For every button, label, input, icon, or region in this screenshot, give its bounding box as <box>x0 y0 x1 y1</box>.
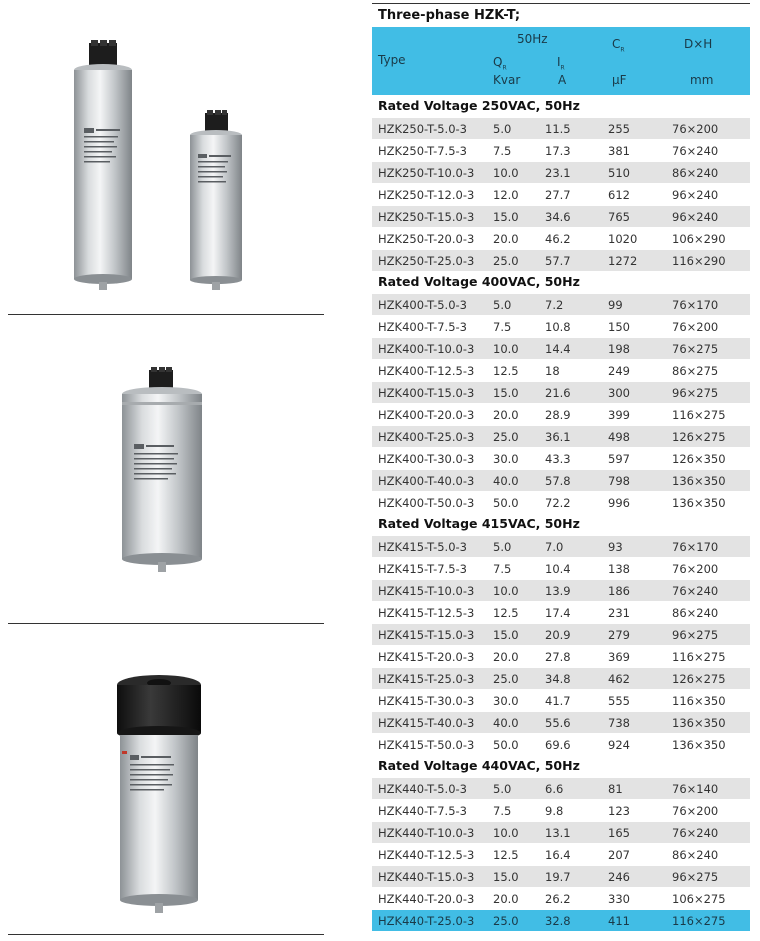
cell-rated-current: 27.8 <box>545 650 571 664</box>
cell-rated-current: 16.4 <box>545 848 571 862</box>
cell-rated-current: 28.9 <box>545 408 571 422</box>
cell-dimensions: 96×275 <box>672 870 719 884</box>
cell-rated-current: 27.7 <box>545 188 571 202</box>
table-header <box>372 27 750 95</box>
cell-capacitance: 231 <box>608 606 630 620</box>
cell-dimensions: 96×275 <box>672 628 719 642</box>
table-row <box>372 381 750 403</box>
cell-capacitance: 279 <box>608 628 630 642</box>
cell-rated-power: 15.0 <box>493 870 519 884</box>
voltage-group-label: Rated Voltage 400VAC, 50Hz <box>378 274 580 289</box>
cell-capacitance: 462 <box>608 672 630 686</box>
cell-type: HZK400-T-25.0-3 <box>378 430 475 444</box>
cell-rated-current: 34.8 <box>545 672 571 686</box>
capacitor-photo-medium <box>8 360 324 580</box>
left-divider <box>8 623 324 624</box>
cell-rated-power: 12.5 <box>493 364 519 378</box>
cell-capacitance: 510 <box>608 166 630 180</box>
cell-capacitance: 165 <box>608 826 630 840</box>
cell-rated-current: 19.7 <box>545 870 571 884</box>
cell-rated-current: 26.2 <box>545 892 571 906</box>
cell-rated-power: 20.0 <box>493 650 519 664</box>
table-row <box>372 799 750 821</box>
cell-dimensions: 116×275 <box>672 650 726 664</box>
cell-rated-current: 10.8 <box>545 320 571 334</box>
cell-rated-current: 21.6 <box>545 386 571 400</box>
cell-dimensions: 116×275 <box>672 408 726 422</box>
table-row <box>372 205 750 227</box>
left-divider <box>8 934 324 935</box>
table-row <box>372 821 750 843</box>
cell-rated-current: 13.1 <box>545 826 571 840</box>
cell-type: HZK400-T-7.5-3 <box>378 320 467 334</box>
left-divider <box>8 314 324 315</box>
cell-capacitance: 138 <box>608 562 630 576</box>
cell-capacitance: 93 <box>608 540 623 554</box>
capacitor-photo-capped <box>8 645 324 925</box>
cell-rated-power: 50.0 <box>493 738 519 752</box>
cell-capacitance: 996 <box>608 496 630 510</box>
cell-rated-current: 18 <box>545 364 560 378</box>
cell-type: HZK440-T-5.0-3 <box>378 782 467 796</box>
table-row <box>372 909 750 931</box>
cell-rated-power: 5.0 <box>493 782 512 796</box>
cell-rated-power: 10.0 <box>493 342 519 356</box>
cell-rated-current: 46.2 <box>545 232 571 246</box>
cell-rated-power: 25.0 <box>493 672 519 686</box>
cell-rated-current: 10.4 <box>545 562 571 576</box>
cell-type: HZK415-T-25.0-3 <box>378 672 475 686</box>
cell-capacitance: 555 <box>608 694 630 708</box>
cell-capacitance: 300 <box>608 386 630 400</box>
table-row <box>372 689 750 711</box>
table-row <box>372 667 750 689</box>
cell-rated-current: 34.6 <box>545 210 571 224</box>
cell-dimensions: 116×275 <box>672 914 726 928</box>
cell-capacitance: 498 <box>608 430 630 444</box>
table-row <box>372 469 750 491</box>
cell-dimensions: 86×240 <box>672 166 719 180</box>
cell-rated-power: 7.5 <box>493 144 512 158</box>
table-body <box>372 95 750 931</box>
cell-rated-power: 7.5 <box>493 320 512 334</box>
table-row <box>372 403 750 425</box>
table-row <box>372 887 750 909</box>
cell-dimensions: 96×275 <box>672 386 719 400</box>
table-row <box>372 711 750 733</box>
cell-type: HZK440-T-7.5-3 <box>378 804 467 818</box>
cell-dimensions: 96×240 <box>672 210 719 224</box>
cell-rated-current: 7.0 <box>545 540 564 554</box>
cell-capacitance: 198 <box>608 342 630 356</box>
cell-rated-power: 15.0 <box>493 210 519 224</box>
cell-dimensions: 136×350 <box>672 738 726 752</box>
cell-dimensions: 106×290 <box>672 232 726 246</box>
table-row <box>372 733 750 755</box>
cell-dimensions: 136×350 <box>672 474 726 488</box>
cell-rated-power: 15.0 <box>493 628 519 642</box>
cell-rated-power: 25.0 <box>493 914 519 928</box>
table-row <box>372 293 750 315</box>
cell-dimensions: 76×240 <box>672 144 719 158</box>
cell-dimensions: 116×350 <box>672 694 726 708</box>
cell-type: HZK400-T-40.0-3 <box>378 474 475 488</box>
header-cr-subscript: R <box>620 46 625 54</box>
cell-capacitance: 249 <box>608 364 630 378</box>
cell-rated-current: 14.4 <box>545 342 571 356</box>
cell-rated-power: 15.0 <box>493 386 519 400</box>
cell-rated-current: 6.6 <box>545 782 564 796</box>
cell-capacitance: 798 <box>608 474 630 488</box>
cell-type: HZK250-T-7.5-3 <box>378 144 467 158</box>
cell-rated-power: 30.0 <box>493 694 519 708</box>
cell-capacitance: 924 <box>608 738 630 752</box>
cell-dimensions: 76×200 <box>672 320 719 334</box>
cell-rated-current: 13.9 <box>545 584 571 598</box>
cell-capacitance: 765 <box>608 210 630 224</box>
cell-capacitance: 1272 <box>608 254 638 268</box>
cell-dimensions: 126×275 <box>672 430 726 444</box>
header-dimensions-unit: mm <box>690 73 714 87</box>
cell-type: HZK415-T-12.5-3 <box>378 606 475 620</box>
cell-type: HZK440-T-15.0-3 <box>378 870 475 884</box>
cell-rated-power: 25.0 <box>493 254 519 268</box>
cell-rated-power: 7.5 <box>493 562 512 576</box>
cell-dimensions: 126×350 <box>672 452 726 466</box>
voltage-group-label: Rated Voltage 440VAC, 50Hz <box>378 758 580 773</box>
cell-dimensions: 76×240 <box>672 826 719 840</box>
cell-capacitance: 381 <box>608 144 630 158</box>
cell-rated-current: 36.1 <box>545 430 571 444</box>
cell-rated-power: 12.5 <box>493 606 519 620</box>
table-row <box>372 161 750 183</box>
table-row <box>372 865 750 887</box>
header-dimensions: D×H <box>684 37 713 51</box>
cell-capacitance: 255 <box>608 122 630 136</box>
cell-rated-current: 23.1 <box>545 166 571 180</box>
cell-dimensions: 76×275 <box>672 342 719 356</box>
header-ir-symbol: I <box>557 55 561 69</box>
cell-type: HZK250-T-20.0-3 <box>378 232 475 246</box>
cell-rated-current: 20.9 <box>545 628 571 642</box>
table-row <box>372 645 750 667</box>
cell-capacitance: 330 <box>608 892 630 906</box>
cell-type: HZK250-T-25.0-3 <box>378 254 475 268</box>
table-row <box>372 447 750 469</box>
header-ir-unit: A <box>558 73 567 87</box>
table-title: Three-phase HZK-T; <box>378 8 521 23</box>
cell-capacitance: 150 <box>608 320 630 334</box>
cell-rated-power: 30.0 <box>493 452 519 466</box>
cell-rated-current: 69.6 <box>545 738 571 752</box>
cell-rated-power: 20.0 <box>493 232 519 246</box>
spec-table <box>372 3 750 931</box>
cell-rated-power: 12.0 <box>493 188 519 202</box>
cell-rated-current: 32.8 <box>545 914 571 928</box>
cell-rated-current: 72.2 <box>545 496 571 510</box>
cell-rated-power: 5.0 <box>493 540 512 554</box>
table-row <box>372 843 750 865</box>
cell-capacitance: 738 <box>608 716 630 730</box>
table-row <box>372 557 750 579</box>
header-cr-unit: μF <box>612 73 627 87</box>
table-row <box>372 359 750 381</box>
cell-rated-current: 41.7 <box>545 694 571 708</box>
cell-rated-current: 55.6 <box>545 716 571 730</box>
cell-rated-power: 40.0 <box>493 716 519 730</box>
header-qr-unit: Kvar <box>493 73 521 87</box>
table-row <box>372 777 750 799</box>
cell-capacitance: 207 <box>608 848 630 862</box>
table-row <box>372 183 750 205</box>
cell-dimensions: 76×240 <box>672 584 719 598</box>
cell-capacitance: 186 <box>608 584 630 598</box>
cell-type: HZK415-T-20.0-3 <box>378 650 475 664</box>
cell-dimensions: 76×200 <box>672 562 719 576</box>
header-ir <box>557 55 565 71</box>
cell-dimensions: 76×200 <box>672 804 719 818</box>
cell-type: HZK440-T-20.0-3 <box>378 892 475 906</box>
cell-type: HZK415-T-30.0-3 <box>378 694 475 708</box>
cell-rated-power: 50.0 <box>493 496 519 510</box>
table-row <box>372 139 750 161</box>
cell-rated-power: 20.0 <box>493 892 519 906</box>
cell-type: HZK400-T-10.0-3 <box>378 342 475 356</box>
table-row <box>372 315 750 337</box>
cell-rated-power: 20.0 <box>493 408 519 422</box>
table-row <box>372 227 750 249</box>
cell-type: HZK415-T-5.0-3 <box>378 540 467 554</box>
cell-rated-current: 17.3 <box>545 144 571 158</box>
table-row <box>372 337 750 359</box>
cell-rated-current: 43.3 <box>545 452 571 466</box>
table-row <box>372 425 750 447</box>
cell-dimensions: 76×200 <box>672 122 719 136</box>
cell-rated-power: 10.0 <box>493 826 519 840</box>
cell-rated-power: 5.0 <box>493 122 512 136</box>
cell-type: HZK250-T-15.0-3 <box>378 210 475 224</box>
cell-rated-power: 12.5 <box>493 848 519 862</box>
table-row <box>372 579 750 601</box>
cell-capacitance: 612 <box>608 188 630 202</box>
cell-dimensions: 106×275 <box>672 892 726 906</box>
cell-rated-current: 57.7 <box>545 254 571 268</box>
header-frequency: 50Hz <box>517 32 548 46</box>
table-row <box>372 535 750 557</box>
header-type: Type <box>378 53 406 67</box>
cell-type: HZK415-T-7.5-3 <box>378 562 467 576</box>
voltage-group-label: Rated Voltage 415VAC, 50Hz <box>378 516 580 531</box>
cell-type: HZK400-T-20.0-3 <box>378 408 475 422</box>
cell-type: HZK440-T-10.0-3 <box>378 826 475 840</box>
cell-type: HZK440-T-25.0-3 <box>378 914 475 928</box>
cell-dimensions: 96×240 <box>672 188 719 202</box>
table-row <box>372 249 750 271</box>
header-ir-subscript: R <box>560 64 565 72</box>
cell-dimensions: 86×240 <box>672 848 719 862</box>
cell-dimensions: 136×350 <box>672 716 726 730</box>
cell-capacitance: 81 <box>608 782 623 796</box>
cell-type: HZK440-T-12.5-3 <box>378 848 475 862</box>
capacitor-photo-pair <box>8 30 324 300</box>
cell-rated-power: 10.0 <box>493 584 519 598</box>
cell-type: HZK250-T-12.0-3 <box>378 188 475 202</box>
table-row <box>372 601 750 623</box>
cell-type: HZK250-T-10.0-3 <box>378 166 475 180</box>
cell-capacitance: 246 <box>608 870 630 884</box>
voltage-group-label: Rated Voltage 250VAC, 50Hz <box>378 98 580 113</box>
cell-dimensions: 86×240 <box>672 606 719 620</box>
cell-rated-power: 10.0 <box>493 166 519 180</box>
cell-capacitance: 1020 <box>608 232 638 246</box>
cell-rated-current: 9.8 <box>545 804 564 818</box>
cell-type: HZK415-T-50.0-3 <box>378 738 475 752</box>
cell-capacitance: 99 <box>608 298 623 312</box>
cell-type: HZK400-T-50.0-3 <box>378 496 475 510</box>
cell-rated-power: 25.0 <box>493 430 519 444</box>
header-qr-symbol: Q <box>493 55 503 69</box>
cell-capacitance: 123 <box>608 804 630 818</box>
cell-dimensions: 76×170 <box>672 298 719 312</box>
cell-type: HZK415-T-15.0-3 <box>378 628 475 642</box>
table-row <box>372 623 750 645</box>
cell-rated-power: 7.5 <box>493 804 512 818</box>
cell-rated-power: 5.0 <box>493 298 512 312</box>
cell-type: HZK400-T-30.0-3 <box>378 452 475 466</box>
cell-type: HZK415-T-40.0-3 <box>378 716 475 730</box>
cell-capacitance: 411 <box>608 914 630 928</box>
cell-rated-current: 17.4 <box>545 606 571 620</box>
table-row <box>372 491 750 513</box>
cell-dimensions: 76×140 <box>672 782 719 796</box>
header-cr <box>612 37 625 53</box>
cell-rated-current: 7.2 <box>545 298 564 312</box>
cell-type: HZK415-T-10.0-3 <box>378 584 475 598</box>
cell-dimensions: 136×350 <box>672 496 726 510</box>
cell-rated-current: 11.5 <box>545 122 571 136</box>
header-qr <box>493 55 507 71</box>
cell-type: HZK400-T-15.0-3 <box>378 386 475 400</box>
cell-capacitance: 369 <box>608 650 630 664</box>
cell-type: HZK250-T-5.0-3 <box>378 122 467 136</box>
cell-type: HZK400-T-12.5-3 <box>378 364 475 378</box>
cell-rated-power: 40.0 <box>493 474 519 488</box>
header-cr-symbol: C <box>612 37 621 51</box>
table-row <box>372 117 750 139</box>
cell-rated-current: 57.8 <box>545 474 571 488</box>
cell-dimensions: 126×275 <box>672 672 726 686</box>
cell-dimensions: 116×290 <box>672 254 726 268</box>
cell-dimensions: 86×275 <box>672 364 719 378</box>
cell-dimensions: 76×170 <box>672 540 719 554</box>
cell-type: HZK400-T-5.0-3 <box>378 298 467 312</box>
header-qr-subscript: R <box>502 64 507 72</box>
cell-capacitance: 399 <box>608 408 630 422</box>
cell-capacitance: 597 <box>608 452 630 466</box>
